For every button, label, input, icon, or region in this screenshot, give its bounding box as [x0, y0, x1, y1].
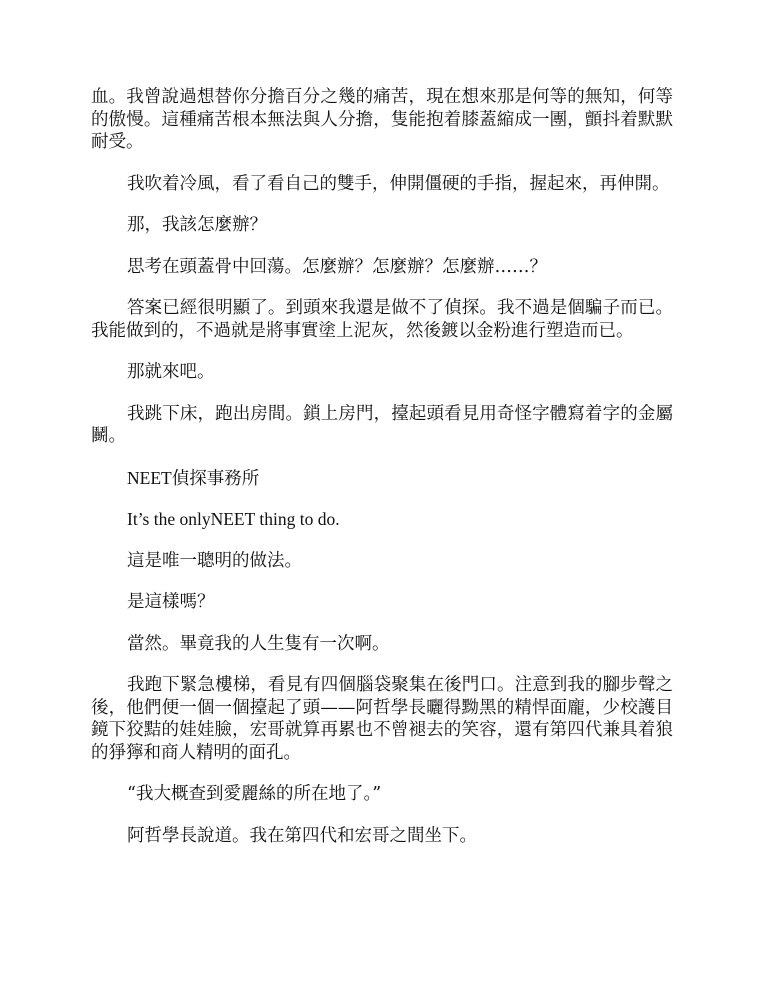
paragraph-4: 思考在頭蓋骨中回蕩。怎麼辦？怎麼辦？怎麼辦……？ — [127, 256, 547, 277]
paragraph-12: 當然。畢竟我的人生隻有一次啊。 — [127, 633, 390, 654]
paragraph-9: It’s the onlyNEET thing to do. — [127, 509, 340, 529]
paragraph-14: “我大概查到愛麗絲的所在地了。” — [127, 784, 382, 804]
paragraph-5: 答案已經很明顯了。到頭來我還是做不了偵探。我不過是個騙子而已。我能做到的，不過就是將事實塗上泥灰，然後鍍以金粉進行塑造而已。 — [91, 298, 673, 341]
paragraph-10: 這是唯一聰明的做法。 — [127, 550, 302, 571]
paragraph-8: NEET偵探事務所 — [127, 467, 260, 488]
book-page — [91, 86, 673, 866]
paragraph-6: 那就來吧。 — [127, 362, 215, 382]
paragraph-1: 血。我曾說過想替你分擔百分之幾的痛苦，現在想來那是何等的無知，何等的傲慢。這種痛苦根本無法與人分擔，隻能抱着膝蓋縮成一團，顫抖着默默耐受。 — [91, 87, 673, 152]
paragraph-15: 阿哲學長說道。我在第四代和宏哥之間坐下。 — [127, 825, 477, 846]
paragraph-3: 那，我該怎麼辦？ — [127, 215, 267, 235]
paragraph-2: 我吹着冷風，看了看自己的雙手，伸開僵硬的手指，握起來，再伸開。 — [127, 173, 670, 194]
paragraph-13: 我跑下緊急樓梯，看見有四個腦袋聚集在後門口。注意到我的腳步聲之後，他們便一個一個擡起了頭——阿哲學長曬得黝黑的精悍面龐，少校護目鏡下狡黠的娃娃臉，宏哥就算再累也不曾褪去的笑容，還有第四代兼具着狼的猙獰和商人精明的面孔。 — [91, 675, 673, 763]
paragraph-11: 是這樣嗎？ — [127, 592, 215, 612]
paragraph-7: 我跳下床，跑出房間。鎖上房門，擡起頭看見用奇怪字體寫着字的金屬鬭。 — [91, 403, 673, 446]
